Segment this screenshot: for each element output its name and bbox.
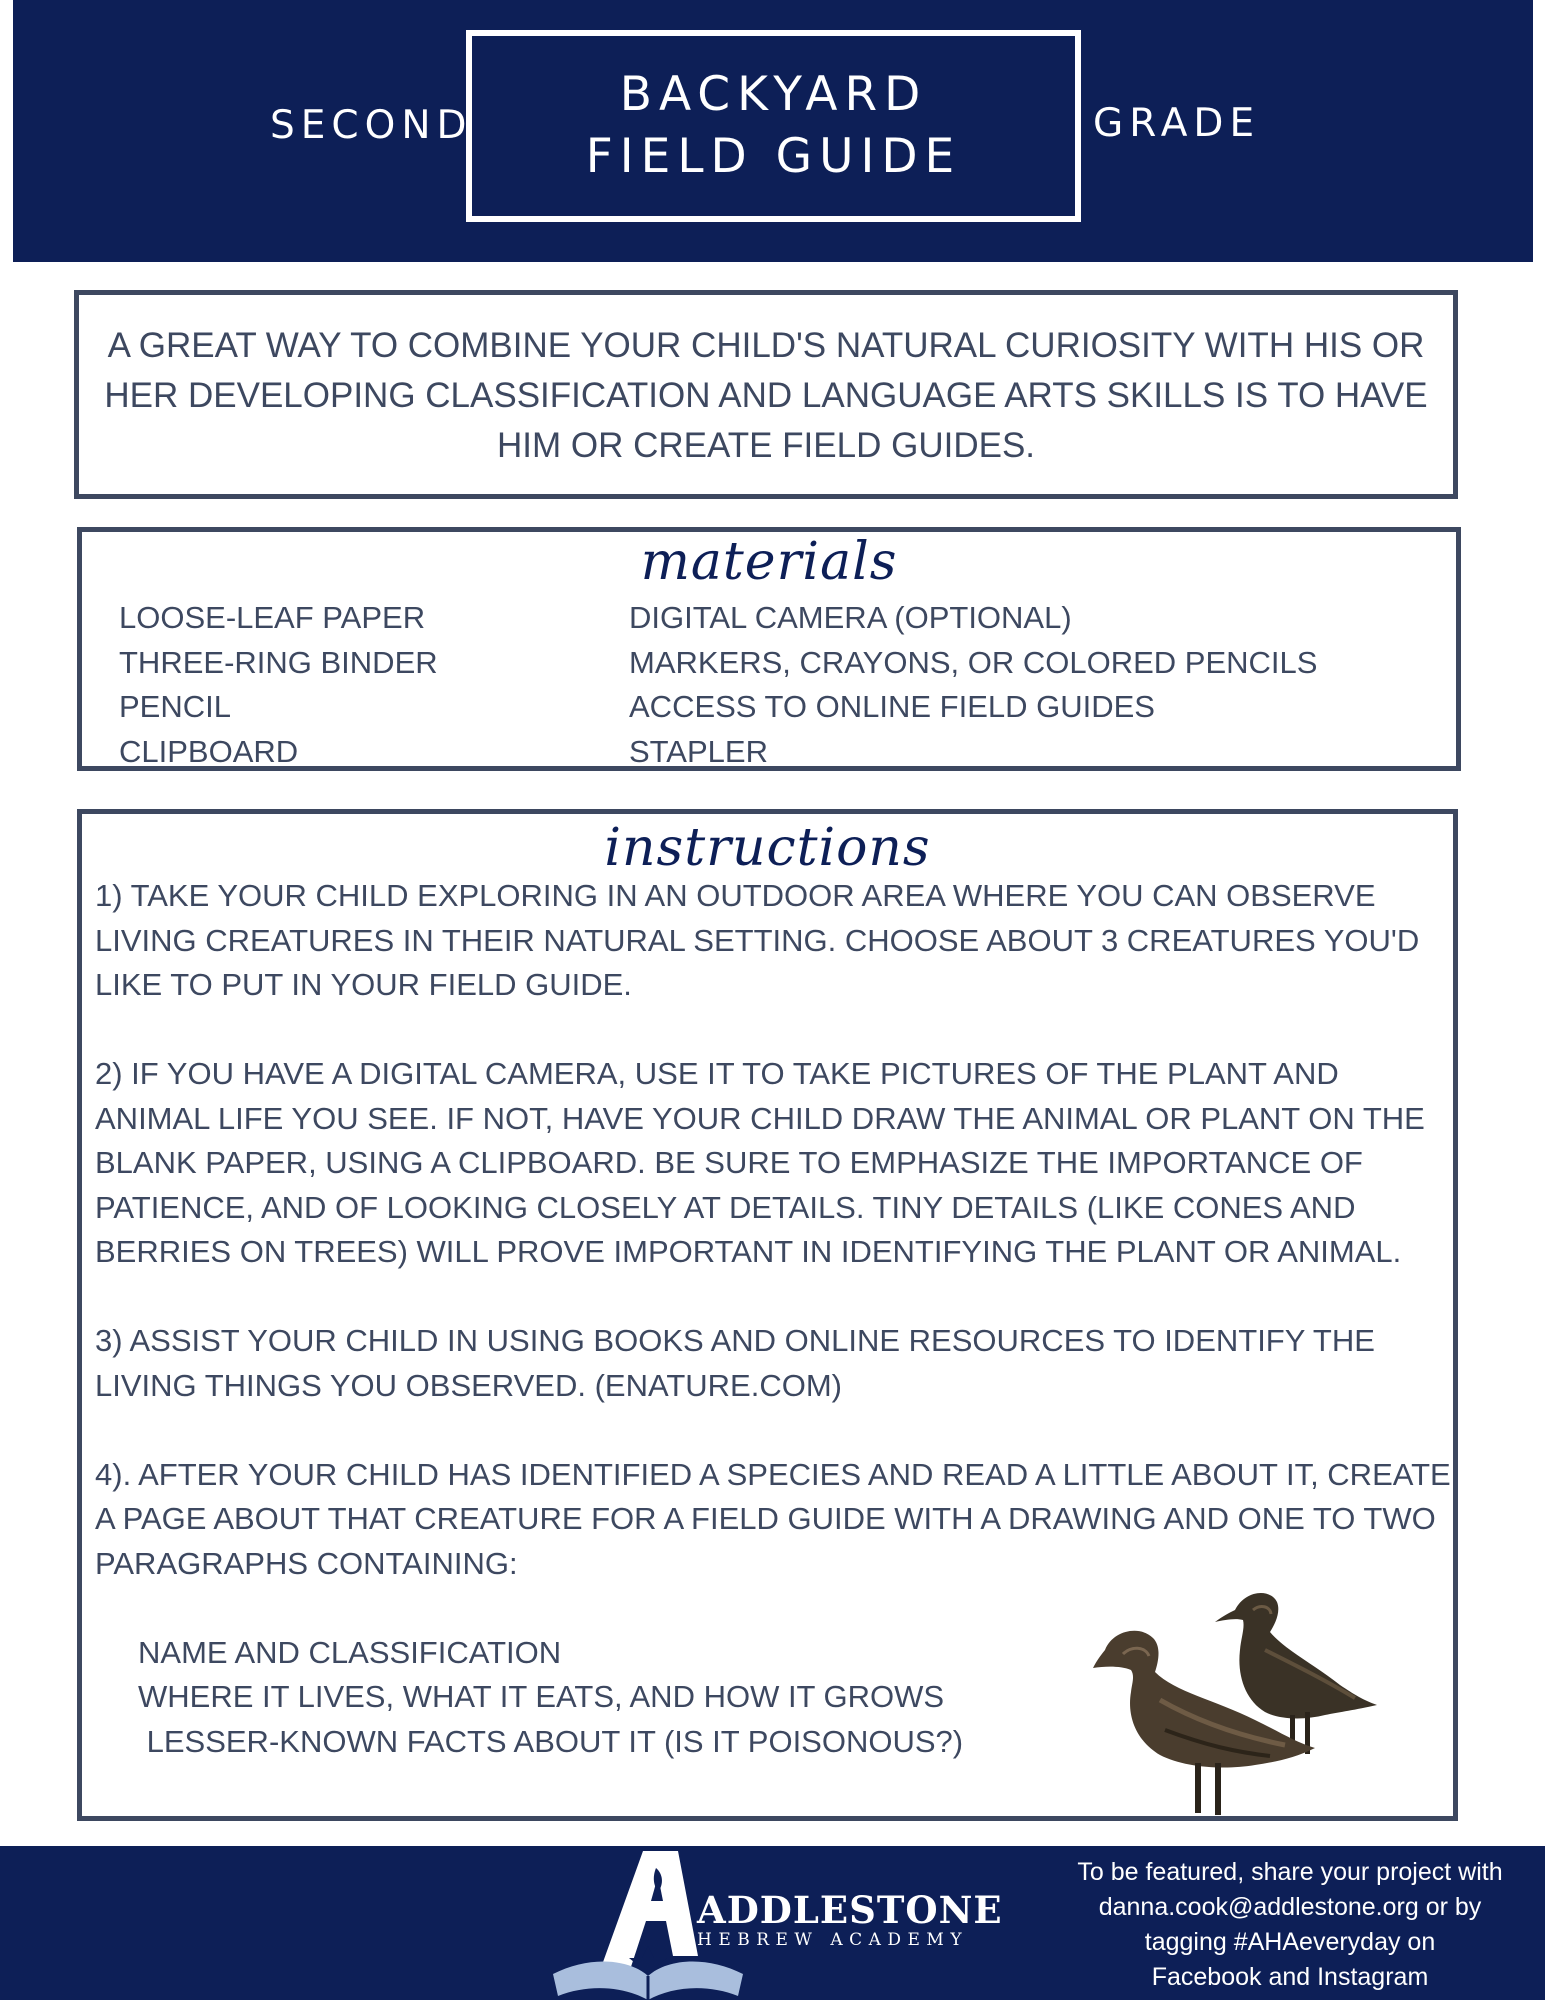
instructions-heading: instructions	[604, 818, 931, 878]
materials-box	[77, 527, 1461, 771]
intro-text: A GREAT WAY TO COMBINE YOUR CHILD'S NATURAL CURIOSITY WITH HIS OR HER DEVELOPING CLASSIFICATION AND LANGUAGE ARTS SKILLS IS TO HAVE HIM OR CREATE FIELD GUIDES.	[104, 326, 1428, 465]
instruction-step-1: 1) TAKE YOUR CHILD EXPLORING IN AN OUTDOOR AREA WHERE YOU CAN OBSERVE LIVING CREATURES IN THEIR NATURAL SETTING. CHOOSE ABOUT 3 CREATURES YOU'D LIKE TO PUT IN YOUR FIELD GUIDE.	[95, 878, 1420, 1002]
bullet-item: NAME AND CLASSIFICATION	[138, 1634, 562, 1670]
material-item: THREE-RING BINDER	[119, 644, 438, 680]
logo-name: ADDLESTONE	[697, 1888, 1003, 1932]
material-item: MARKERS, CRAYONS, OR COLORED PENCILS	[629, 644, 1318, 680]
footer-note-line: danna.cook@addlestone.org or by	[1098, 1893, 1482, 1921]
ducks-image	[1065, 1580, 1425, 1820]
instruction-step-4: 4). AFTER YOUR CHILD HAS IDENTIFIED A SPECIES AND READ A LITTLE ABOUT IT, CREATE A PAGE ABOUT THAT CREATURE FOR A FIELD GUIDE WITH A DRAWING AND ONE TO TWO PARAGRAPHS CONTAINING:	[95, 1456, 1451, 1581]
materials-left-column	[119, 596, 438, 774]
instruction-step-2: 2) IF YOU HAVE A DIGITAL CAMERA, USE IT TO TAKE PICTURES OF THE PLANT AND ANIMAL LIFE YOU SEE. IF NOT, HAVE YOUR CHILD DRAW THE ANIMAL OR PLANT ON THE BLANK PAPER, USING A CLIPBOARD. BE SURE TO EMPHASIZE THE IMPORTANCE OF PATIENCE, AND OF LOOKING CLOSELY AT DETAILS. TINY DETAILS (LIKE CONES AND BERRIES ON TREES) WILL PROVE IMPORTANT IN IDENTIFYING THE PLANT OR ANIMAL.	[95, 1056, 1425, 1269]
header-left-label: SECOND	[270, 103, 473, 148]
header-right-label: GRADE	[1093, 101, 1261, 146]
material-item: PENCIL	[119, 689, 231, 724]
bullet-item: WHERE IT LIVES, WHAT IT EATS, AND HOW IT GROWS	[138, 1679, 945, 1714]
logo-subtitle: HEBREW ACADEMY	[697, 1930, 969, 1950]
title-line-2: FIELD GUIDE	[585, 129, 962, 184]
material-item: DIGITAL CAMERA (OPTIONAL)	[629, 600, 1072, 635]
footer-note-line: Facebook and Instagram	[1151, 1963, 1429, 1991]
material-item: ACCESS TO ONLINE FIELD GUIDES	[629, 689, 1155, 724]
instruction-step-3: 3) ASSIST YOUR CHILD IN USING BOOKS AND ONLINE RESOURCES TO IDENTIFY THE LIVING THINGS YOU OBSERVED. (ENATURE.COM)	[95, 1323, 1375, 1403]
bullet-item: LESSER-KNOWN FACTS ABOUT IT (IS IT POISONOUS?)	[138, 1723, 964, 1759]
material-item: STAPLER	[629, 733, 768, 769]
title-line-1: BACKYARD	[619, 67, 928, 122]
logo-a-mark-icon	[598, 1851, 698, 1979]
header-banner	[13, 0, 1533, 262]
material-item: LOOSE-LEAF PAPER	[119, 600, 426, 635]
title-box	[466, 30, 1081, 222]
footer-note-line: To be featured, share your project with	[1077, 1858, 1503, 1886]
material-item: CLIPBOARD	[119, 733, 299, 769]
materials-right-column	[629, 596, 1317, 774]
footer-note-line: tagging #AHAeveryday on	[1144, 1928, 1436, 1956]
footer-note	[1040, 1855, 1540, 1995]
materials-heading: materials	[640, 532, 898, 592]
intro-box	[74, 290, 1458, 499]
